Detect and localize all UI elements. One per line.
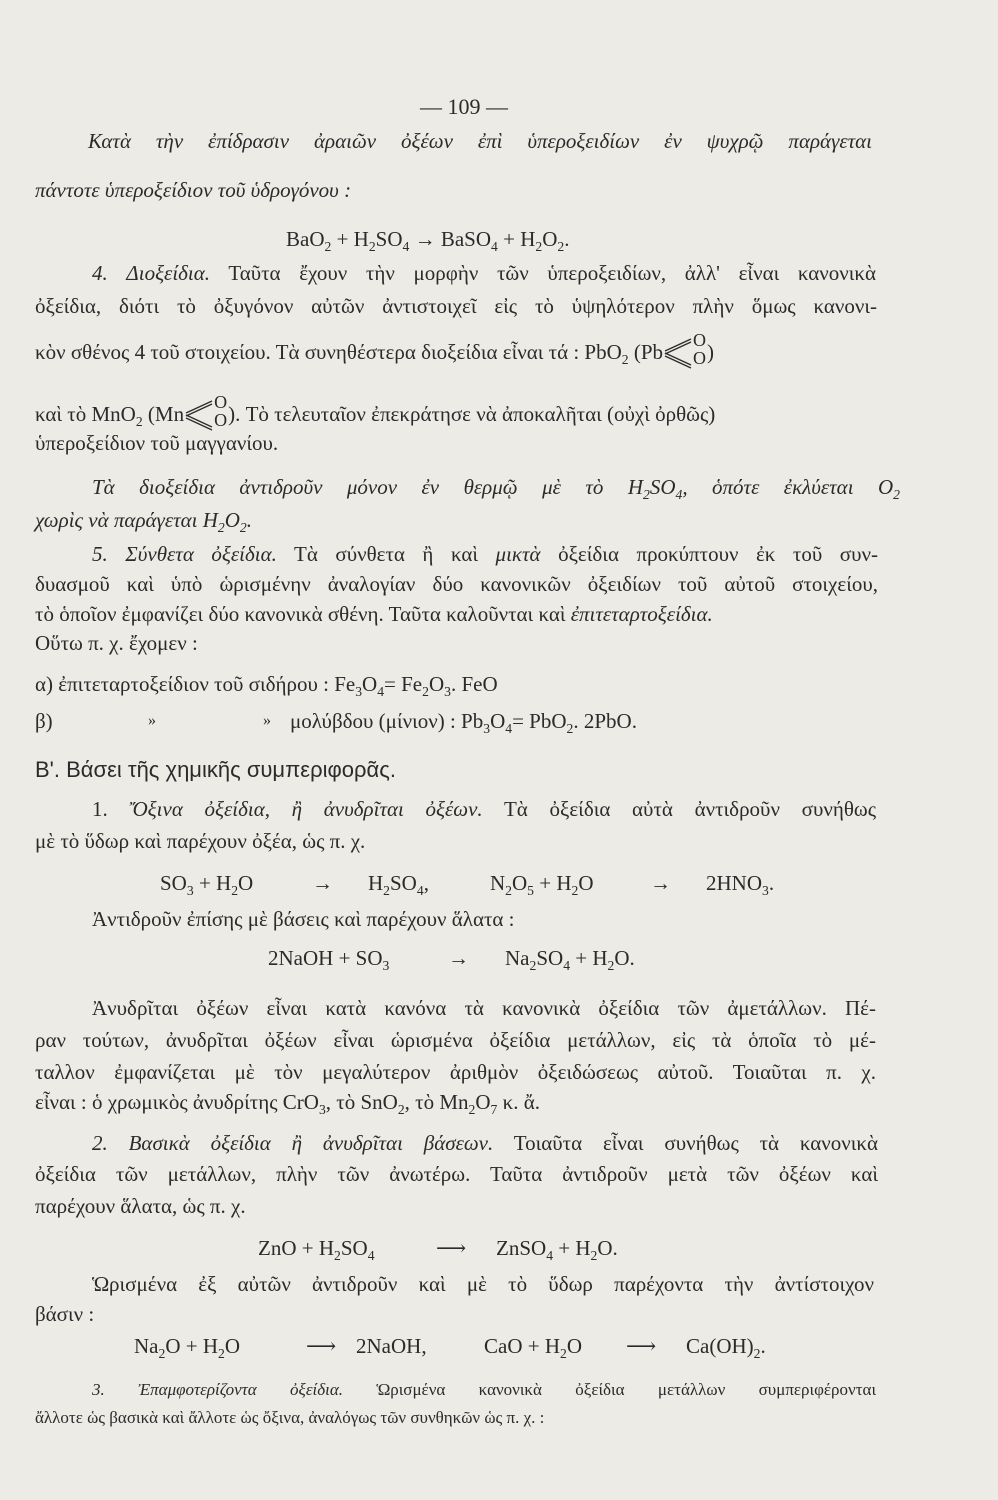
paragraph-3-line-2: ραν τούτων, ἀνυδρῖται ὀξέων εἶναι ὡρισμένα ὀξείδια μετάλλων, εἰς τὰ ὁποῖα τὸ μέ- [35, 1028, 876, 1052]
section-4-line-1: 4. Διοξείδια. Ταῦτα ἔχουν τὴν μορφὴν τῶν ὑπεροξειδίων, ἀλλ' εἶναι κανονικὰ [92, 261, 876, 285]
equation-naoh: 2NaOH + $SO_3$ [268, 946, 390, 973]
list-item-b-text: μολύβδου (μίνιον) : $Pb_3O_4= PbO_2$. 2PbO. [290, 709, 637, 736]
b1-line-2: μὲ τὸ ὕδωρ καὶ παρέχουν ὀξέα, ὡς π. χ. [35, 829, 366, 853]
equation-naoh-arrow: → [448, 946, 469, 970]
double-bond-bracket-mn: O O [184, 395, 228, 431]
list-item-b: β) [35, 709, 53, 733]
paragraph-1-line-1: Κατὰ τὴν ἐπίδρασιν ἀραιῶν ὀξέων ἐπὶ ὑπεροξειδίων ἐν ψυχρῷ παράγεται [88, 129, 872, 153]
equation-na2o-arrow: ⟶ [306, 1334, 337, 1358]
equation-bao2: $BaO_2 + H_2SO_4$ → BaSO$_4$ + $H_2O_2$. [286, 227, 570, 254]
section-4-line-5: ὑπεροξείδιον τοῦ μαγγανίου. [35, 431, 279, 455]
equation-zno-product: ZnSO$_4$ + $H_2O$. [496, 1236, 618, 1263]
equation-so3: $SO_3 + H_2O$ [160, 871, 254, 898]
section-5-line-3: τὸ ὁποῖον ἐμφανίζει δύο κανονικὰ σθένη. Ταῦτα καλοῦνται καὶ ἐπιτεταρτοξείδια. [35, 602, 713, 626]
equation-zno: ZnO + $H_2SO_4$ [258, 1236, 375, 1263]
paragraph-2-line-1: Τὰ διοξείδια ἀντιδροῦν μόνον ἐν θερμῷ μὲ τὸ $H_2SO_4$, ὁπότε ἐκλύεται $O_2$ [92, 475, 900, 502]
double-bond-bracket-pb: O O [663, 333, 707, 369]
list-item-b-ditto-1: » [148, 712, 156, 729]
b2-line-1: 2. Βασικὰ ὀξείδια ἢ ἀνυδρῖται βάσεων. Τοιαῦτα εἶναι συνήθως τὰ κανονικὰ [92, 1131, 879, 1155]
page-number: — 109 — [420, 94, 508, 119]
b3-line-1: 3. Ἐπαμφοτερίζοντα ὀξείδια. Ὡρισμένα κανονικὰ ὀξείδια μετάλλων συμπεριφέρονται [92, 1380, 877, 1399]
section-5-line-4: Οὕτω π. χ. ἔχομεν : [35, 631, 198, 655]
equation-so3-product: $H_2SO_4$, [368, 871, 429, 898]
section-5-line-1: 5. Σύνθετα ὀξείδια. Τὰ σύνθετα ἢ καὶ μικτὰ ὀξείδια προκύπτουν ἐκ τοῦ συν- [92, 542, 878, 566]
section-heading-b: Β'. Βάσει τῆς χημικῆς συμπεριφορᾶς. [35, 757, 396, 782]
equation-na2o: $Na_2O + H_2O$ [134, 1334, 241, 1361]
equation-n2o5: $N_2O_5 + H_2O$ [490, 871, 594, 898]
list-item-a: α) ἐπιτεταρτοξείδιον τοῦ σιδήρου : $Fe_3O_4= Fe_2O_3$. FeO [35, 672, 498, 699]
section-4-line-3: κὸν σθένος 4 τοῦ στοιχείου. Τὰ συνηθέστερα διοξείδια εἶναι τά : PbO$_2$ (Pb O O ) [35, 330, 715, 368]
section-4-line-4: καὶ τὸ MnO$_2$ (Mn O O ). Τὸ τελευταῖον ἐπεκράτησε νὰ ἀποκαλῆται (οὐχὶ ὀρθῶς) [35, 392, 716, 430]
paragraph-3-line-1: Ἀνυδρῖται ὀξέων εἶναι κατὰ κανόνα τὰ κανονικὰ ὀξείδια τῶν ἀμετάλλων. Πέ- [92, 996, 876, 1020]
equation-cao: CaO + $H_2O$ [484, 1334, 583, 1361]
equation-cao-product: $Ca(OH)_2$. [686, 1334, 766, 1361]
paragraph-3-line-3: ταλλον ἐμφανίζεται μὲ τὸν μεγαλύτερον ἀριθμὸν ὀξειδώσεως αὐτοῦ. Τοιαῦται π. χ. [35, 1060, 876, 1084]
paragraph-1-line-2: πάντοτε ὑπεροξείδιον τοῦ ὑδρογόνου : [35, 178, 352, 202]
b2-line-3: παρέχουν ἅλατα, ὡς π. χ. [35, 1194, 246, 1218]
equation-na2o-product: 2NaOH, [356, 1334, 427, 1358]
equation-n2o5-arrow: → [650, 871, 671, 895]
equation-naoh-product: $Na_2SO_4 + H_2O$. [505, 946, 635, 973]
paragraph-3-line-4: εἶναι : ὁ χρωμικὸς ἀνυδρίτης CrO$_3$, τὸ SnO$_2$, τὸ $Mn_2O_7$ κ. ἄ. [35, 1090, 540, 1117]
list-item-b-ditto-2: » [263, 712, 271, 729]
section-4-line-2: ὀξείδια, διότι τὸ ὀξυγόνον αὐτῶν ἀντιστοιχεῖ εἰς τὸ ὑψηλότερον πλὴν ὅμως κανονι- [35, 294, 877, 318]
b3-line-2: ἄλλοτε ὡς βασικὰ καὶ ἄλλοτε ὡς ὄξινα, ἀναλόγως τῶν συνθηκῶν ὡς π. χ. : [35, 1408, 545, 1427]
equation-zno-arrow: ⟶ [436, 1236, 467, 1260]
b1-line-1: 1. Ὄξινα ὀξείδια, ἢ ἀνυδρῖται ὀξέων. Τὰ ὀξείδια αὐτὰ ἀντιδροῦν συνήθως [92, 797, 877, 821]
b2-line-5: βάσιν : [35, 1302, 95, 1326]
equation-cao-arrow: ⟶ [626, 1334, 657, 1358]
section-5-line-2: δυασμοῦ καὶ ὑπὸ ὡρισμένην ἀναλογίαν δύο κανονικῶν ὀξειδίων τοῦ αὐτοῦ στοιχείου, [35, 572, 878, 596]
b2-line-4: Ὡρισμένα ἐξ αὐτῶν ἀντιδροῦν καὶ μὲ τὸ ὕδωρ παρέχοντα τὴν ἀντίστοιχον [92, 1272, 874, 1296]
equation-n2o5-product: $2HNO_3$. [706, 871, 775, 898]
b1-line-3: Ἀντιδροῦν ἐπίσης μὲ βάσεις καὶ παρέχουν ἅλατα : [92, 907, 515, 931]
equation-so3-arrow: → [312, 871, 333, 895]
b2-line-2: ὀξείδια τῶν μετάλλων, πλὴν τῶν ἀνωτέρω. Ταῦτα ἀντιδροῦν μετὰ τῶν ὀξέων καὶ [35, 1162, 878, 1186]
paragraph-2-line-2: χωρὶς νὰ παράγεται $H_2O_2$. [35, 508, 252, 535]
